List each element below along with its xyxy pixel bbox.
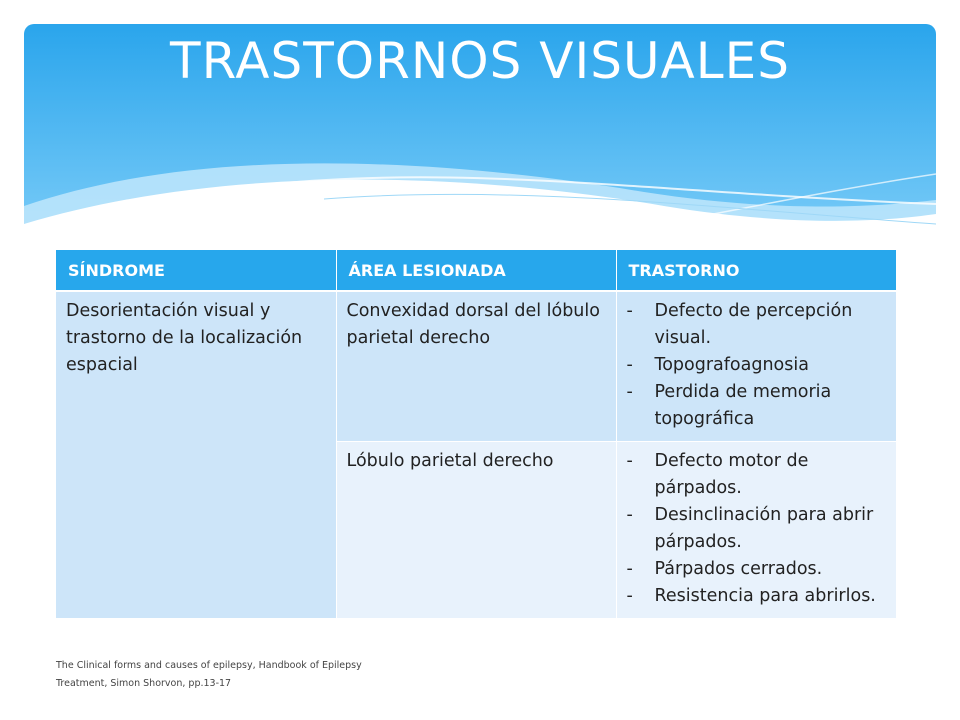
table-header-row — [56, 250, 896, 291]
list-item: - Párpados cerrados. — [627, 556, 886, 583]
area-cell: Convexidad dorsal del lóbulo parietal derecho — [336, 291, 616, 442]
citation-line-2: Treatment, Simon Shorvon, pp.13-17 — [56, 678, 232, 689]
list-item: - Desinclinación para abrir párpados. — [627, 502, 886, 556]
area-cell: Lóbulo parietal derecho — [336, 442, 616, 619]
citation — [56, 657, 456, 693]
slide-title: TRASTORNOS VISUALES — [170, 32, 790, 90]
header-syndrome: SÍNDROME — [56, 250, 336, 291]
table-row — [56, 291, 896, 442]
header-area: ÁREA LESIONADA — [336, 250, 616, 291]
disorder-cell — [616, 291, 896, 442]
syndrome-cell: Desorientación visual y trastorno de la localización espacial — [56, 291, 336, 619]
disorder-cell — [616, 442, 896, 619]
list-item: - Perdida de memoria topográfica — [627, 379, 886, 433]
list-item: - Defecto motor de párpados. — [627, 448, 886, 502]
disorder-list — [627, 448, 886, 610]
list-item: - Topografoagnosia — [627, 352, 886, 379]
list-item: - Defecto de percepción visual. — [627, 298, 886, 352]
header-disorder: TRASTORNO — [616, 250, 896, 291]
syndromes-table — [56, 250, 897, 619]
list-item: - Resistencia para abrirlos. — [627, 583, 886, 610]
citation-line-1: The Clinical forms and causes of epilepsy, Handbook of Epilepsy — [56, 660, 362, 671]
disorder-list — [627, 298, 886, 433]
